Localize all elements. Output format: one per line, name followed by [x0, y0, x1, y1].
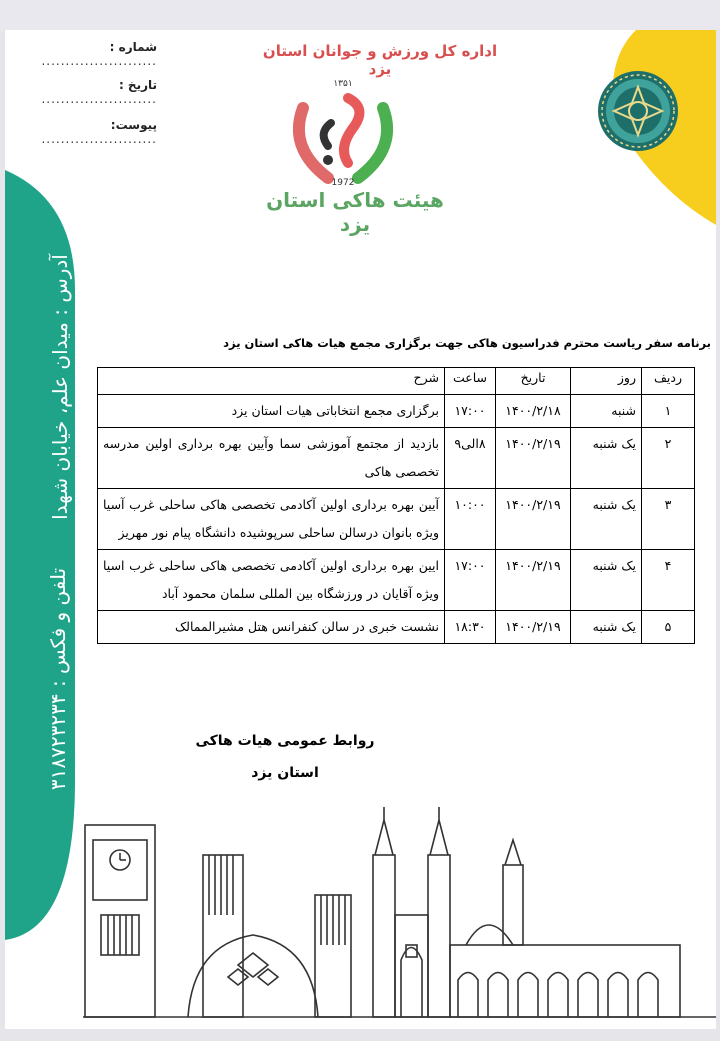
- meta-attachment-field: [27, 118, 157, 146]
- col-header-description: شرح: [98, 368, 445, 395]
- col-header-time: ساعت: [445, 368, 496, 395]
- meta-number-field: [27, 40, 157, 68]
- cell-row-no: ۳: [642, 489, 695, 550]
- cell-date: ۱۴۰۰/۲/۱۹: [496, 611, 571, 644]
- cell-description: ایین بهره برداری اولین آکادمی تخصصی هاکی ساحلی غرب اسیا ویژه آقایان در ورزشگاه بین المللی سلمان محمود آباد: [98, 550, 445, 611]
- schedule-table: [97, 367, 695, 644]
- address-text: آدرس : میدان علم، خیابان شهدا: [48, 254, 72, 520]
- phone-fax-text: تلفن و فکس : ۳۱۸۷۲۳۲۳۴: [46, 567, 70, 791]
- table-row: [98, 611, 695, 644]
- cell-time: ۸الی۹: [445, 428, 496, 489]
- table-header-row: [98, 368, 695, 395]
- table-row: [98, 489, 695, 550]
- cell-description: نشست خبری در سالن کنفرانس هتل مشیرالممالک: [98, 611, 445, 644]
- organization-title: اداره کل ورزش و جوانان استان یزد: [262, 42, 498, 78]
- hockey-federation-logo: [273, 68, 413, 188]
- cell-day: یک شنبه: [571, 428, 642, 489]
- cell-day: یک شنبه: [571, 550, 642, 611]
- cell-day: شنبه: [571, 395, 642, 428]
- logo-year-top: ۱۳۵۱: [333, 79, 353, 89]
- cell-day: یک شنبه: [571, 489, 642, 550]
- document-title: برنامه سفر ریاست محترم فدراسیون هاکی جهت برگزاری مجمع هیات هاکی استان یزد: [223, 336, 711, 350]
- cell-time: ۱۷:۰۰: [445, 395, 496, 428]
- cell-date: ۱۴۰۰/۲/۱۸: [496, 395, 571, 428]
- meta-date-field: [27, 78, 157, 106]
- col-header-date: تاریخ: [496, 368, 571, 395]
- date-label: تاریخ :: [118, 78, 157, 92]
- signature-line-1: روابط عمومی هیات هاکی: [195, 733, 375, 749]
- cell-row-no: ۵: [642, 611, 695, 644]
- viewer-bottom-margin: [0, 1029, 720, 1041]
- board-name: هیئت هاکی استان یزد: [266, 188, 444, 236]
- cell-time: ۱۷:۰۰: [445, 550, 496, 611]
- yazd-skyline-illustration: [83, 795, 716, 1029]
- yazd-emblem-icon: [595, 68, 681, 154]
- attachment-value: ........................: [41, 132, 157, 146]
- cell-time: ۱۰:۰۰: [445, 489, 496, 550]
- date-value: ........................: [41, 92, 157, 106]
- cell-date: ۱۴۰۰/۲/۱۹: [496, 550, 571, 611]
- signature-block: [185, 725, 385, 789]
- cell-description: آیین بهره برداری اولین آکادمی تخصصی هاکی ساحلی غرب آسیا ویژه بانوان درسالن ساحلی سرپوشیده دانشگاه پیام نور مهریز: [98, 489, 445, 550]
- cell-time: ۱۸:۳۰: [445, 611, 496, 644]
- col-header-day: روز: [571, 368, 642, 395]
- cell-date: ۱۴۰۰/۲/۱۹: [496, 428, 571, 489]
- table-row: [98, 550, 695, 611]
- attachment-label: پیوست:: [110, 118, 157, 132]
- table-row: [98, 395, 695, 428]
- number-value: ........................: [41, 54, 157, 68]
- cell-row-no: ۱: [642, 395, 695, 428]
- number-label: شماره :: [109, 40, 157, 54]
- cell-description: بازدید از مجتمع آموزشی سما وآیین بهره برداری اولین مدرسه تخصصی هاکی: [98, 428, 445, 489]
- signature-line-2: استان یزد: [251, 765, 319, 781]
- cell-row-no: ۲: [642, 428, 695, 489]
- cell-description: برگزاری مجمع انتخاباتی هیات استان یزد: [98, 395, 445, 428]
- viewer-top-bar: [0, 0, 720, 30]
- letter-page: [5, 30, 716, 1029]
- logo-year-bottom: 1972: [331, 178, 355, 188]
- table-row: [98, 428, 695, 489]
- cell-row-no: ۴: [642, 550, 695, 611]
- cell-date: ۱۴۰۰/۲/۱۹: [496, 489, 571, 550]
- cell-day: یک شنبه: [571, 611, 642, 644]
- col-header-row-no: ردیف: [642, 368, 695, 395]
